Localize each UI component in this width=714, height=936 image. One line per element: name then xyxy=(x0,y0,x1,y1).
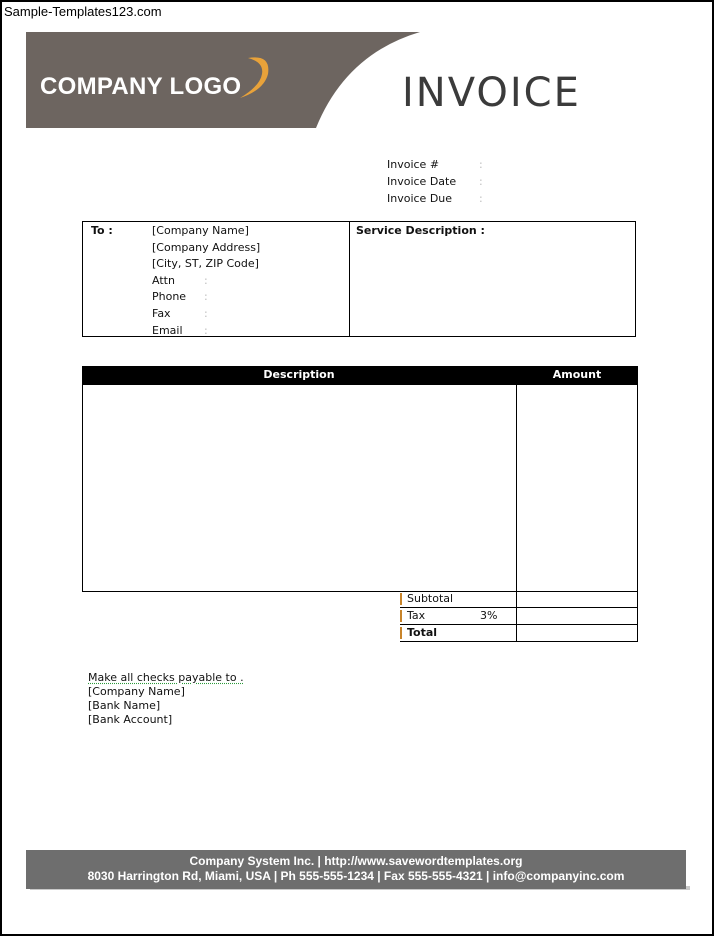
bill-to-label: To : xyxy=(91,224,113,237)
footer-contact-line: 8030 Harrington Rd, Miami, USA | Ph 555-555-1234 | Fax 555-555-4321 | info@companyinc.com xyxy=(87,869,625,883)
bill-to-divider xyxy=(349,222,350,336)
bill-to-phone-label: Phone xyxy=(152,290,187,304)
total-label: Total xyxy=(407,626,438,639)
bill-to-fax-row xyxy=(152,306,272,323)
tax-marker xyxy=(400,610,402,622)
tax-label: Tax xyxy=(407,609,426,622)
invoice-number-label: Invoice # xyxy=(387,158,440,171)
items-table-body[interactable] xyxy=(82,384,638,592)
bill-to-details xyxy=(152,223,272,339)
payable-company-name: [Company Name] xyxy=(88,685,185,698)
bill-to-attn-label: Attn xyxy=(152,273,175,287)
bill-to-fax-separator: : xyxy=(204,306,208,320)
tax-row xyxy=(400,608,638,625)
bill-to-phone-separator: : xyxy=(204,290,208,304)
invoice-date-separator: : xyxy=(479,175,483,188)
totals-block xyxy=(400,591,638,643)
subtotal-marker xyxy=(400,593,402,605)
bill-to-fax-label: Fax xyxy=(152,306,171,320)
invoice-date-row xyxy=(387,173,497,190)
bill-to-email-separator: : xyxy=(204,323,208,337)
amount-column-header: Amount xyxy=(552,368,602,381)
company-logo-text: COMPANY LOGO xyxy=(40,73,242,100)
invoice-title: INVOICE xyxy=(402,70,581,116)
invoice-due-separator: : xyxy=(479,192,483,205)
invoice-date-label: Invoice Date xyxy=(387,175,457,188)
site-watermark[interactable]: Sample-Templates123.com xyxy=(4,4,162,19)
bill-to-city-st-zip: [City, ST, ZIP Code] xyxy=(152,257,259,271)
payable-bank-name: [Bank Name] xyxy=(88,699,161,712)
footer-company-line: Company System Inc. | http://www.savewordtemplates.org xyxy=(189,854,523,868)
total-row xyxy=(400,625,638,642)
payable-bank-account: [Bank Account] xyxy=(88,713,173,726)
service-description-label: Service Description : xyxy=(356,224,485,237)
invoice-number-row xyxy=(387,156,497,173)
invoice-number-separator: : xyxy=(479,158,483,171)
bill-to-phone-row xyxy=(152,289,272,306)
total-amount[interactable] xyxy=(516,625,638,642)
subtotal-label: Subtotal xyxy=(407,592,454,605)
bill-to-email-row xyxy=(152,323,272,340)
invoice-meta xyxy=(387,156,497,207)
bill-to-box xyxy=(82,221,636,337)
tax-rate: 3% xyxy=(480,609,498,622)
subtotal-row xyxy=(400,591,638,608)
bill-to-company-name: [Company Name] xyxy=(152,224,249,237)
total-marker xyxy=(400,627,402,639)
bill-to-attn-separator: : xyxy=(204,273,208,287)
items-table-header xyxy=(82,366,638,384)
bill-to-company-address: [Company Address] xyxy=(152,240,261,254)
bill-to-attn-row xyxy=(152,273,272,290)
payable-to-line: Make all checks payable to . xyxy=(88,671,244,684)
invoice-due-label: Invoice Due xyxy=(387,192,453,205)
description-column-header: Description xyxy=(263,368,335,381)
items-table-column-divider xyxy=(516,385,517,591)
bill-to-email-label: Email xyxy=(152,323,183,337)
payment-instructions xyxy=(88,671,244,727)
footer-band xyxy=(26,850,686,889)
subtotal-amount[interactable] xyxy=(516,591,638,608)
tax-amount[interactable] xyxy=(516,608,638,625)
invoice-due-row xyxy=(387,190,497,207)
